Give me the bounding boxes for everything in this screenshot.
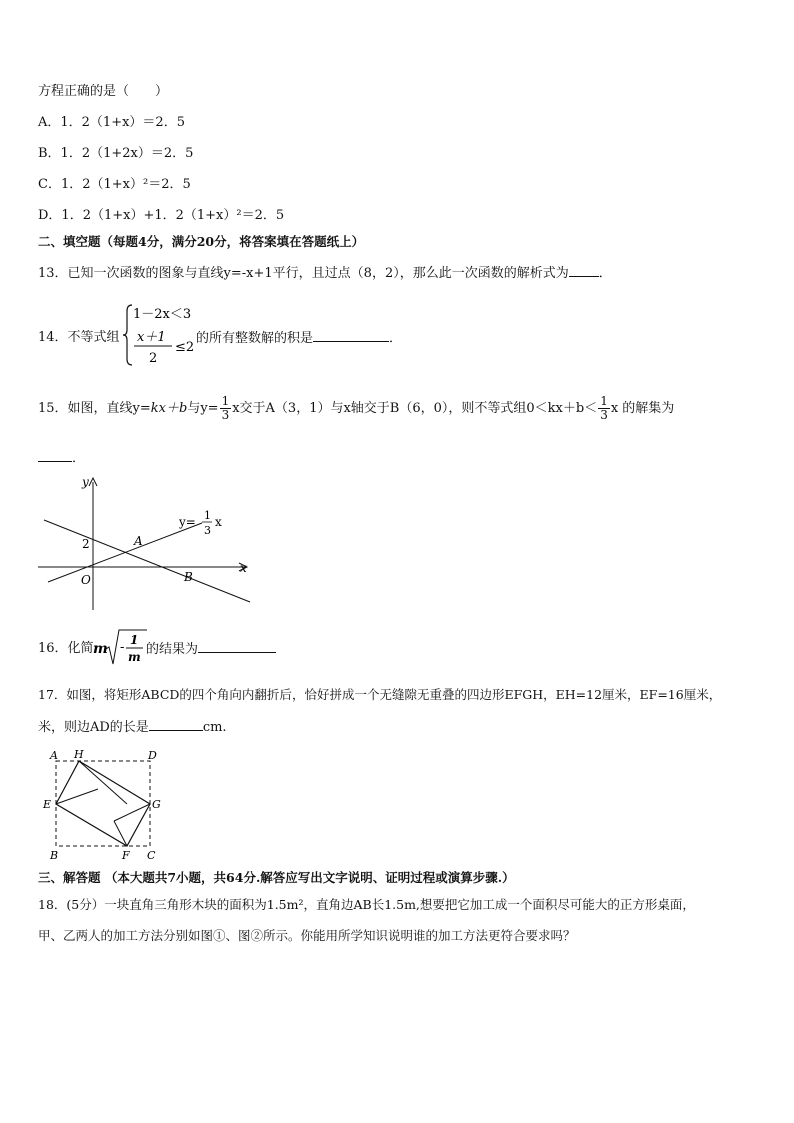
q12-option-d[interactable]: D．1．2（1+x）+1．2（1+x）²＝2．5 (38, 208, 285, 223)
q15-fraction-2 (598, 395, 610, 422)
q16-prefix: 16．化简 (38, 641, 94, 656)
q15-t4: x 的解集为 (610, 401, 675, 416)
q13-answer-blank[interactable] (569, 265, 599, 277)
q16-inner-den: m (128, 650, 141, 664)
origin-label: O (81, 573, 91, 587)
vertex-c-label: C (147, 849, 156, 862)
q14-suffix: 的所有整数解的积是 (196, 331, 314, 346)
q13 (38, 265, 612, 282)
q14-ineq1: 1－2x＜3 (133, 307, 192, 322)
q15-frac2-den: 3 (600, 408, 608, 422)
section2-heading: 二、填空题（每题4分，满分20分，将答案填在答题纸上） (38, 234, 365, 249)
line-label-num: 1 (204, 509, 211, 522)
vertex-e-label: E (43, 798, 52, 811)
x-axis-label: x (240, 561, 247, 575)
q14-ineq2-rel: ≤2 (175, 340, 195, 355)
q18-line2: 甲、乙两人的加工方法分别如图①、图②所示。你能用所学知识说明谁的加工方法更符合要求吗？ (38, 928, 576, 943)
y-axis-label: y (82, 475, 89, 489)
q14-end: ． (389, 331, 403, 346)
tick-label-2: 2 (82, 537, 90, 551)
q15-line1 (38, 392, 674, 426)
q15-frac2-num: 1 (600, 394, 608, 408)
q14-ineq2-num: x＋1 (137, 330, 166, 345)
line-y-one-third-x (48, 523, 202, 582)
radical-sign-icon (106, 630, 147, 664)
q15-answer-line (38, 450, 85, 467)
q15-fraction-1 (220, 395, 232, 422)
q17-answer-blank[interactable] (149, 719, 203, 731)
brace-icon (123, 305, 132, 365)
q17-line1: 17．如图，将矩形ABCD的四个角向内翻折后，恰好拼成一个无缝隙无重叠的四边形EFGH，EH=12厘米，EF=16厘米， (38, 687, 722, 702)
q17-figure (38, 745, 168, 863)
quadrilateral-efgh (56, 761, 150, 846)
q14-inequality-system (123, 303, 203, 367)
q14-suffix-line (196, 330, 402, 347)
fold-line-4 (114, 804, 150, 821)
q17-line2a: 米，则边AD的长是 (38, 720, 149, 735)
q17-line2b: cm. (202, 720, 227, 735)
q15-t3: x交于A（3，1）与x轴交于B（6，0），则不等式组0＜kx＋b＜ (232, 401, 598, 416)
q18-line1: 18．(5分）一块直角三角形木块的面积为1.5m²，直角边AB长1.5m,想要把它加工成一个面积尽可能大的正方形桌面， (38, 897, 695, 912)
q16-radical-expression (93, 628, 149, 668)
q15-answer-blank[interactable] (38, 450, 72, 462)
q16-suffix: 的结果为 (146, 642, 199, 657)
q13-end: ． (598, 266, 612, 281)
vertex-b-label: B (50, 849, 59, 862)
q16-answer-blank[interactable] (198, 641, 276, 653)
q15-t1: 15．如图，直线y= (38, 401, 151, 416)
point-b-label: B (184, 570, 193, 584)
q15-end: ． (72, 451, 86, 466)
line-label-prefix: y= (179, 515, 196, 529)
q15-frac-den: 3 (221, 408, 230, 422)
point-a-label: A (134, 534, 143, 548)
q16-m: m (93, 641, 108, 657)
vertex-g-label: G (152, 798, 161, 811)
q13-text: 13．已知一次函数的图象与直线y=-x+1平行，且过点（8，2），那么此一次函数的解析式为 (38, 266, 569, 281)
section3-heading: 三、解答题 （本大题共7小题，共64分.解答应写出文字说明、证明过程或演算步骤.） (38, 870, 515, 885)
q15-t2: 与y= (187, 401, 219, 416)
q14-answer-blank[interactable] (313, 330, 389, 342)
q12-option-b[interactable]: B．1．2（1+2x）＝2．5 (38, 146, 194, 161)
q15-graph (36, 474, 256, 614)
line-label-suffix: x (215, 515, 222, 529)
line-kx-plus-b (44, 520, 250, 602)
q14-ineq2-den: 2 (149, 351, 158, 366)
q16-suffix-line (146, 641, 276, 658)
rectangle-abcd (56, 761, 150, 846)
q15-frac-num: 1 (221, 394, 230, 408)
q12-stem: 方程正确的是（ ） (38, 84, 169, 99)
q16-minus: - (120, 640, 125, 655)
q12-option-c[interactable]: C．1．2（1+x）²＝2．5 (38, 177, 191, 192)
fold-line-1 (79, 761, 127, 804)
vertex-a-label: A (50, 749, 58, 762)
vertex-d-label: D (148, 749, 157, 762)
q12-option-a[interactable]: A．1．2（1+x）＝2．5 (38, 115, 185, 130)
q16-inner-num: 1 (130, 633, 139, 647)
q14-prefix: 14．不等式组 (38, 330, 120, 345)
vertex-h-label: H (74, 748, 84, 761)
q17-line2 (38, 719, 227, 736)
line-label-den: 3 (204, 524, 211, 537)
q15-t1b: kx＋b (150, 401, 188, 416)
vertex-f-label: F (122, 849, 130, 862)
